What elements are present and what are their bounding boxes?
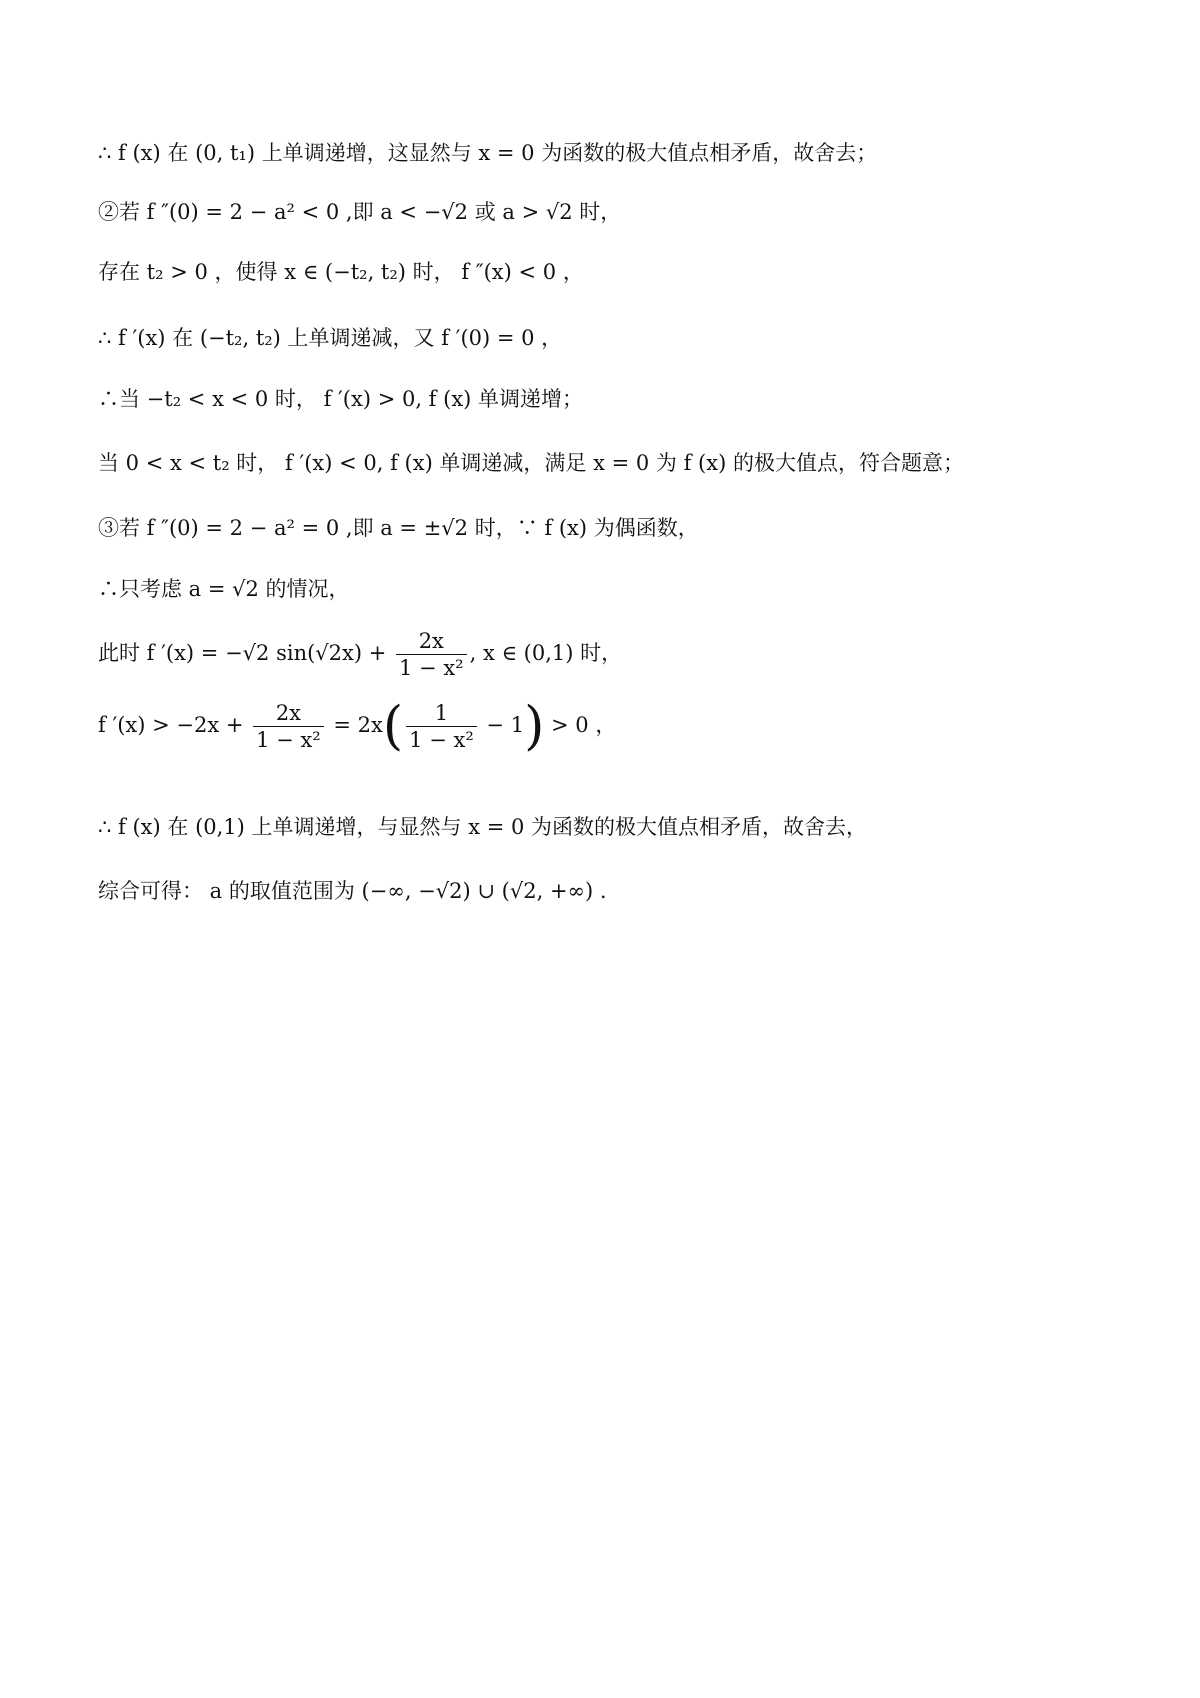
text-line: ∴ f ′(x) 在 (−t₂, t₂) 上单调递减，又 f ′(0) = 0 ， [98, 326, 563, 350]
fraction [253, 700, 324, 753]
fraction-denominator: 1 − x² [399, 656, 464, 680]
text-line: ∴只考虑 a = √2 的情况， [98, 577, 350, 601]
text-line: ∴当 −t₂ < x < 0 时， f ′(x) > 0, f (x) 单调递增； [98, 387, 584, 411]
text-line: ∴ f (x) 在 (0,1) 上单调递增，与显然与 x = 0 为函数的极大值点相矛盾，故舍去， [98, 815, 868, 839]
fraction-numerator: 2x [253, 700, 324, 727]
conclusion-line: 综合可得： a 的取值范围为 (−∞, −√2) ∪ (√2, +∞) . [98, 879, 607, 903]
fraction [406, 700, 477, 753]
text-line: ∴ f (x) 在 (0, t₁) 上单调递增，这显然与 x = 0 为函数的极大值点相矛盾，故舍去； [98, 141, 878, 165]
fraction-denominator: 1 − x² [256, 728, 321, 752]
text-line: ②若 f ″(0) = 2 − a² < 0 ,即 a < −√2 或 a > √2 时， [98, 200, 622, 224]
formula-minus-one: − 1 [479, 713, 525, 737]
left-paren: ( [382, 696, 404, 757]
formula-suffix: > 0 ， [544, 713, 617, 737]
formula-suffix: , x ∈ (0,1) 时， [469, 641, 623, 665]
formula-line [98, 628, 622, 681]
fraction-denominator: 1 − x² [409, 728, 474, 752]
fraction [396, 628, 467, 681]
text-line: 存在 t₂ > 0 ，使得 x ∈ (−t₂, t₂) 时， f ″(x) < 0 ， [98, 260, 584, 284]
fraction-numerator: 2x [396, 628, 467, 655]
fraction-numerator: 1 [406, 700, 477, 727]
formula-middle: = 2x [326, 713, 383, 737]
formula-line [98, 696, 617, 757]
formula-prefix: 此时 f ′(x) = −√2 sin(√2x) + [98, 641, 394, 665]
text-line: ③若 f ″(0) = 2 − a² = 0 ,即 a = ±√2 时，∵ f (x) 为偶函数， [98, 516, 699, 540]
formula-prefix: f ′(x) > −2x + [98, 713, 251, 737]
text-line: 当 0 < x < t₂ 时， f ′(x) < 0, f (x) 单调递减，满足 x = 0 为 f (x) 的极大值点，符合题意； [98, 451, 964, 475]
right-paren: ) [524, 696, 545, 757]
